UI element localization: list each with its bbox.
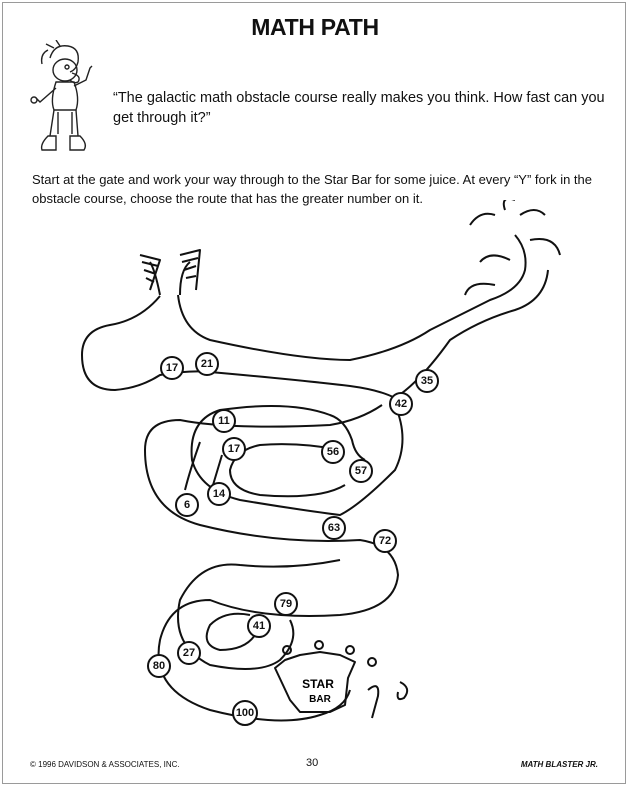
svg-text:63: 63 — [327, 522, 341, 534]
maze-number-35 — [416, 370, 438, 392]
character-quote: “The galactic math obstacle course really makes you think. How fast can you get through it?” — [113, 90, 605, 126]
star-bar-word-star: STAR — [302, 677, 334, 691]
maze-diagram — [0, 200, 630, 750]
svg-text:35: 35 — [420, 375, 434, 387]
svg-text:27: 27 — [182, 647, 196, 659]
page-number: 30 — [306, 757, 319, 769]
svg-text:56: 56 — [326, 446, 340, 458]
maze-number-14 — [208, 483, 230, 505]
maze-number-41 — [248, 615, 270, 637]
svg-text:14: 14 — [212, 488, 226, 500]
maze-number-42 — [390, 393, 412, 415]
maze-number-80 — [148, 655, 170, 677]
svg-text:100: 100 — [235, 707, 255, 719]
maze-path-outline — [82, 235, 548, 398]
copyright: © 1996 DAVIDSON & ASSOCIATES, INC. — [30, 760, 180, 769]
svg-text:42: 42 — [394, 398, 408, 410]
maze-number-6 — [176, 494, 198, 516]
svg-text:80: 80 — [152, 660, 166, 672]
maze-number-79 — [275, 593, 297, 615]
maze-number-100 — [233, 701, 257, 725]
maze-number-17 — [161, 357, 183, 379]
maze-number-11 — [213, 410, 235, 432]
star-bar-word-bar: BAR — [309, 694, 331, 705]
svg-text:57: 57 — [354, 465, 368, 477]
brand-logo-text: MATH BLASTER JR. — [520, 760, 598, 769]
maze-number-21 — [196, 353, 218, 375]
page-title: MATH PATH — [251, 14, 379, 40]
svg-text:72: 72 — [378, 535, 392, 547]
svg-text:79: 79 — [279, 598, 293, 610]
maze-number-27 — [178, 642, 200, 664]
svg-text:17: 17 — [227, 443, 241, 455]
maze-number-56 — [322, 441, 344, 463]
maze-number-57 — [350, 460, 372, 482]
svg-text:6: 6 — [183, 499, 191, 511]
instructions: Start at the gate and work your way through to the Star Bar for some juice. At every “Y” fork in the obstacle course, choose the route that has the greater number on it. — [32, 172, 592, 206]
svg-text:21: 21 — [200, 358, 214, 370]
maze-number-72 — [374, 530, 396, 552]
svg-text:11: 11 — [218, 415, 230, 427]
maze-number-17 — [223, 438, 245, 460]
character-illustration — [20, 40, 110, 162]
maze-number-63 — [323, 517, 345, 539]
svg-text:17: 17 — [165, 362, 179, 374]
svg-text:41: 41 — [252, 620, 266, 632]
